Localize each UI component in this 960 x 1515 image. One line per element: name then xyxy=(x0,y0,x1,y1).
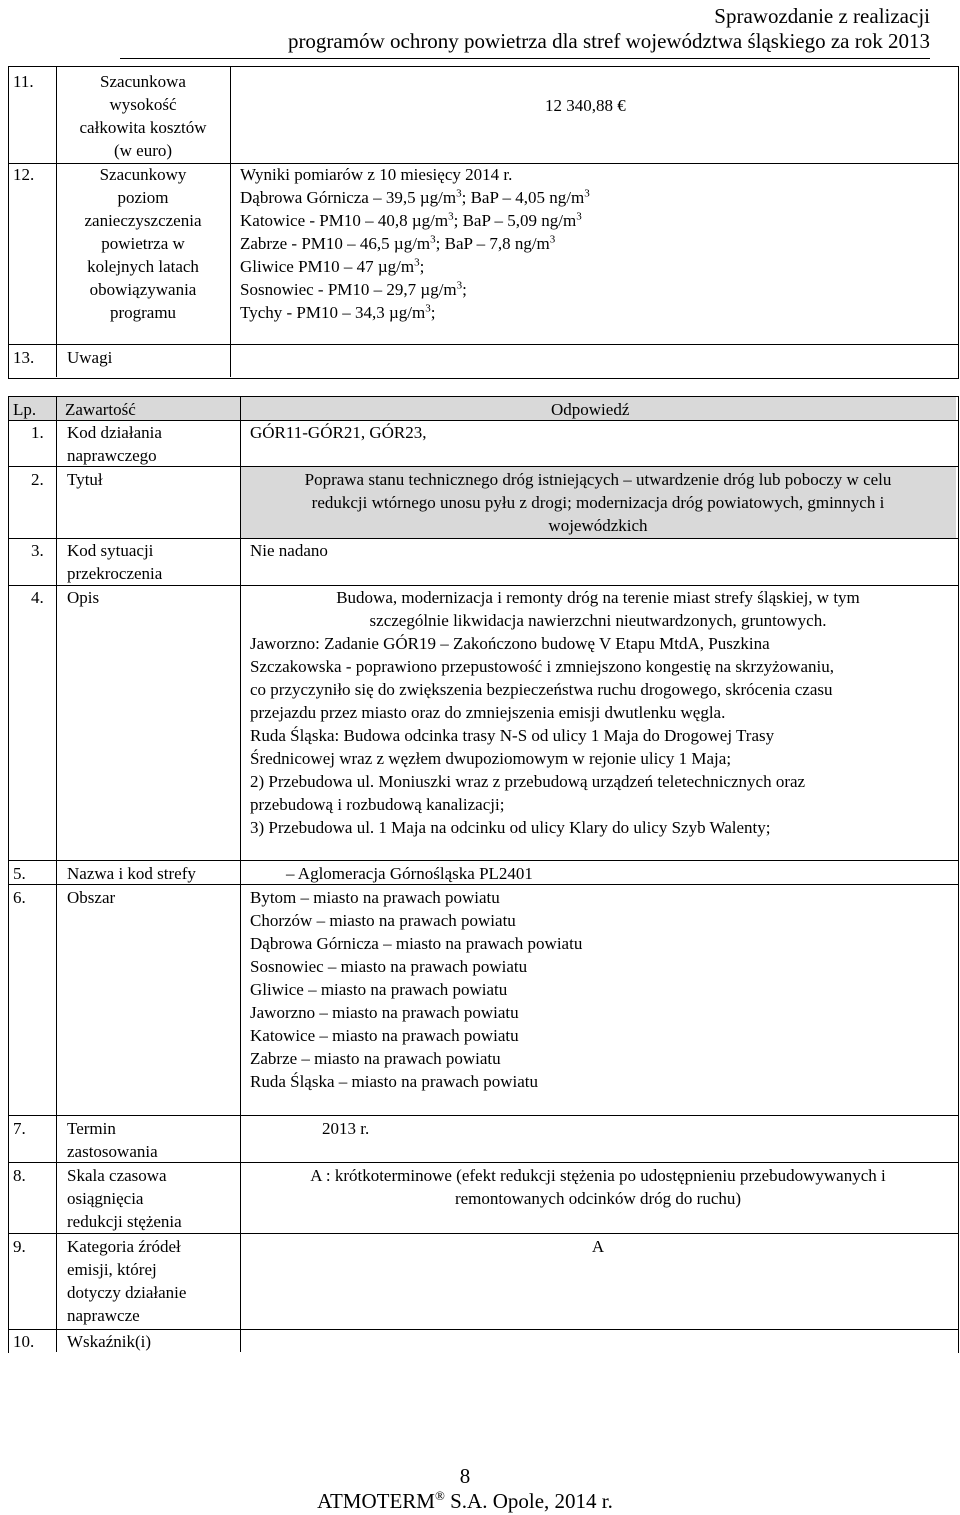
header-title: Sprawozdanie z realizacji xyxy=(714,4,930,28)
description-line: szczególnie likwidacja nawierzchni nieutwardzonych, gruntowych. xyxy=(369,611,827,630)
header-rule xyxy=(120,58,930,59)
table-top-col-divider-2 xyxy=(230,66,231,377)
area-line: Bytom – miasto na prawach powiatu xyxy=(250,888,500,907)
row-label-line: osiągnięcia xyxy=(67,1189,144,1208)
row-label-line: Termin xyxy=(67,1119,116,1138)
measurements-intro: Wyniki pomiarów z 10 miesięcy 2014 r. xyxy=(240,165,513,184)
row-divider xyxy=(8,420,958,421)
description-line: 3) Przebudowa ul. 1 Maja na odcinku od ulicy Klary do ulicy Szyb Walenty; xyxy=(250,818,771,837)
page-header xyxy=(0,0,960,60)
row-label: Uwagi xyxy=(67,348,113,367)
title-value-line: Poprawa stanu technicznego dróg istniejących – utwardzenie dróg lub poboczy w celu xyxy=(304,470,892,489)
row-number: 5. xyxy=(13,864,26,883)
measurement-line: Gliwice PM10 – 47 $\mu g/m^3$; xyxy=(240,256,425,276)
row-number: 7. xyxy=(13,1119,26,1138)
row-number: 2. xyxy=(31,470,44,489)
category-value: A xyxy=(591,1237,605,1256)
row-label-line: Szacunkowy xyxy=(99,165,187,184)
row-label-line: całkowita kosztów xyxy=(79,118,207,137)
row-label-line: przekroczenia xyxy=(67,564,163,583)
row-label-line: wysokość xyxy=(109,95,177,114)
registered-mark: ® xyxy=(434,1488,445,1503)
row-label-line: Skala czasowa xyxy=(67,1166,167,1185)
measurement-line: Tychy - PM10 – 34,3 $\mu g/m^3$; xyxy=(240,302,436,322)
description-line: Szczakowska - poprawiono przepustowość i zmniejszono kongestię na skrzyżowaniu, xyxy=(250,657,834,676)
row-label-line: emisji, której xyxy=(67,1260,157,1279)
title-value-line: wojewódzkich xyxy=(548,516,648,535)
measurement-line: Sosnowiec - PM10 – 29,7 $\mu g/m^3$; xyxy=(240,279,467,299)
description-line: przejazdu przez miasto oraz do zmniejszenia emisji dwutlenku węgla. xyxy=(250,703,726,722)
area-line: Ruda Śląska – miasto na prawach powiatu xyxy=(250,1072,538,1091)
row-label-line: kolejnych latach xyxy=(87,257,199,276)
row-label: Obszar xyxy=(67,888,116,907)
row-label-line: obowiązywania xyxy=(89,280,197,299)
row-number: 4. xyxy=(31,588,44,607)
action-code-value: GÓR11-GÓR21, GÓR23, xyxy=(250,423,427,442)
total-cost-value: 12 340,88 € xyxy=(545,96,626,115)
title-value-line: redukcji wtórnego unosu pyłu z drogi; modernizacja dróg powiatowych, gminnych i xyxy=(311,493,885,512)
description-line: Budowa, modernizacja i remonty dróg na terenie miast strefy śląskiej, w tym xyxy=(336,588,860,607)
row-label: Opis xyxy=(67,588,100,607)
row-label-line: (w euro) xyxy=(113,141,173,160)
row-label-line: poziom xyxy=(117,188,169,207)
row-label-line: naprawcze xyxy=(67,1306,140,1325)
description-line: Jaworzno: Zadanie GÓR19 – Zakończono budowę V Etapu MtdA, Puszkina xyxy=(250,634,770,653)
table-top-row-divider-2 xyxy=(8,344,958,345)
row-number: 3. xyxy=(31,541,44,560)
area-line: Dąbrowa Górnicza – miasto na prawach powiatu xyxy=(250,934,583,953)
time-scale-line: A : krótkoterminowe (efekt redukcji stężenia po udostępnieniu przebudowywanych i xyxy=(310,1166,886,1185)
col-divider-num xyxy=(56,420,57,1352)
row-label-line: Kod sytuacji xyxy=(67,541,154,560)
row-label: Nazwa i kod strefy xyxy=(67,864,196,883)
area-line: Zabrze – miasto na prawach powiatu xyxy=(250,1049,501,1068)
row-label-line: Kategoria źródeł xyxy=(67,1237,181,1256)
row-label-line: zastosowania xyxy=(67,1142,158,1161)
row-number: 1. xyxy=(31,423,44,442)
description-line: Średnicowej wraz z węzłem dwupoziomowym w rejonie ulicy 1 Maja; xyxy=(250,749,732,768)
row-divider xyxy=(8,860,958,861)
measurement-line: Dąbrowa Górnicza – 39,5 $\mu g/m^3$; BaP – 4,05 $ng/m^3$ xyxy=(240,187,590,207)
row-number: 8. xyxy=(13,1166,26,1185)
row-label-line: dotyczy działanie xyxy=(67,1283,187,1302)
term-value: 2013 r. xyxy=(322,1119,370,1138)
row-label-line: naprawczego xyxy=(67,446,157,465)
row-divider xyxy=(8,538,958,539)
zone-value: – Aglomeracja Górnośląska PL2401 xyxy=(286,864,533,883)
row-divider xyxy=(8,1329,958,1330)
row-divider xyxy=(8,1115,958,1116)
description-line: 2) Przebudowa ul. Moniuszki wraz z przebudową urządzeń teletechnicznych oraz xyxy=(250,772,806,791)
row-number: 10. xyxy=(13,1332,35,1351)
page-number: 8 xyxy=(459,1464,471,1488)
col-divider-num xyxy=(56,396,57,420)
row-label-line: powietrza w xyxy=(101,234,185,253)
description-line: przebudową i rozbudową kanalizacji; xyxy=(250,795,505,814)
area-line: Katowice – miasto na prawach powiatu xyxy=(250,1026,519,1045)
area-line: Gliwice – miasto na prawach powiatu xyxy=(250,980,508,999)
header-subtitle: programów ochrony powietrza dla stref województwa śląskiego za rok 2013 xyxy=(287,29,930,53)
row-number: 6. xyxy=(13,888,26,907)
row-label-line: programu xyxy=(109,303,177,322)
row-number: 11. xyxy=(13,72,34,91)
description-line: Ruda Śląska: Budowa odcinka trasy N-S od ulicy 1 Maja do Drogowej Trasy xyxy=(250,726,775,745)
description-line: co przyczyniło się do zwiększenia bezpieczeństwa ruchu drogowego, skrócenia czasu xyxy=(250,680,833,699)
area-line: Jaworzno – miasto na prawach powiatu xyxy=(250,1003,519,1022)
measurement-line: Zabrze - PM10 – 46,5 $\mu g/m^3$; BaP – 7,8 $ng/m^3$ xyxy=(240,233,556,253)
row-label: Tytuł xyxy=(67,470,103,489)
row-label-line: redukcji stężenia xyxy=(67,1212,182,1231)
footer-company: ATMOTERM® S.A. Opole, 2014 r. xyxy=(317,1488,613,1513)
col-header-answer: Odpowiedź xyxy=(551,400,630,419)
col-header-content: Zawartość xyxy=(65,400,136,419)
row-label: Wskaźnik(i) xyxy=(67,1332,152,1351)
time-scale-line: remontowanych odcinków dróg do ruchu) xyxy=(454,1189,742,1208)
row-label-line: Kod działania xyxy=(67,423,162,442)
measurement-line: Katowice - PM10 – 40,8 $\mu g/m^3$; BaP – 5,09 $ng/m^3$ xyxy=(240,210,582,230)
row-number: 12. xyxy=(13,165,35,184)
area-line: Sosnowiec – miasto na prawach powiatu xyxy=(250,957,528,976)
row-label-line: zanieczyszczenia xyxy=(84,211,202,230)
col-header-lp: Lp. xyxy=(13,400,37,419)
row-label-line: Szacunkowa xyxy=(100,72,186,91)
row-number: 9. xyxy=(13,1237,26,1256)
row-number: 13. xyxy=(13,348,35,367)
situation-code-value: Nie nadano xyxy=(250,541,328,560)
area-line: Chorzów – miasto na prawach powiatu xyxy=(250,911,516,930)
